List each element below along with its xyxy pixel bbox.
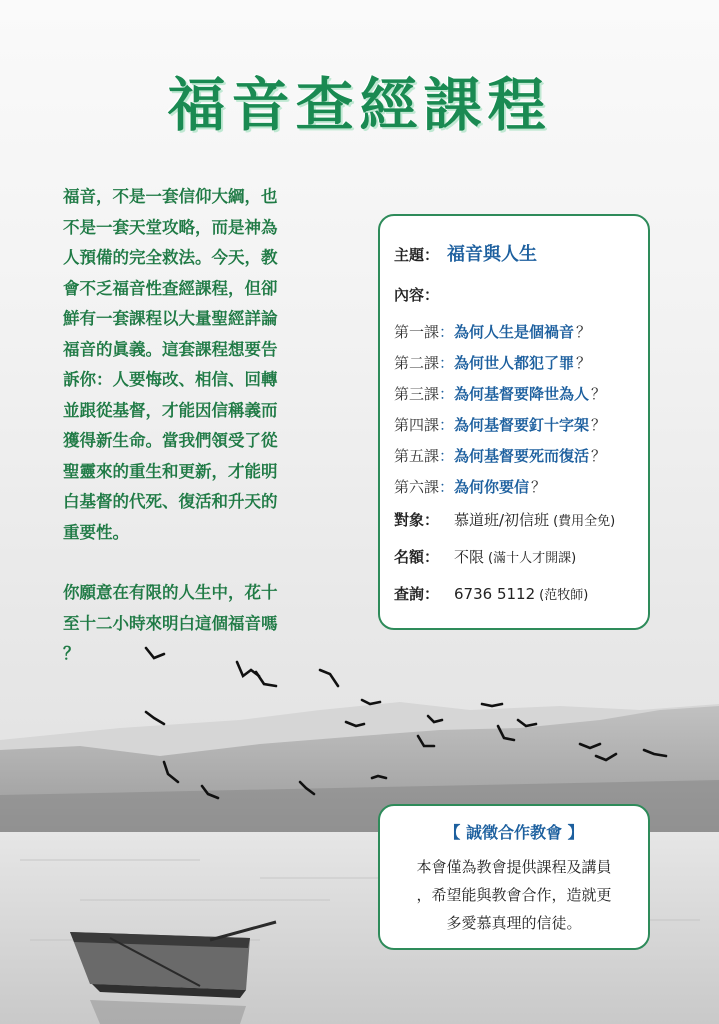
lesson-question-mark: ？ <box>591 385 607 403</box>
audience-row <box>394 509 634 544</box>
lesson-question-mark: ？ <box>576 323 592 341</box>
enquiry-label: 查詢： <box>394 585 440 603</box>
intro-line: 重要性。 <box>63 522 129 542</box>
intro-line: 至十二小時來明白這個福音嗎 <box>63 613 278 633</box>
topic-label: 主題： <box>394 246 440 264</box>
topic-value: 福音與人生 <box>447 244 538 265</box>
lesson-number: 第一課 <box>394 323 440 341</box>
lesson-colon: ： <box>439 385 455 403</box>
lesson-item <box>394 383 634 414</box>
lesson-colon: ： <box>439 323 455 341</box>
quota-value: 不限 <box>454 548 485 566</box>
lesson-number: 第二課 <box>394 354 440 372</box>
audience-note: (費用全免) <box>553 514 616 529</box>
lesson-colon: ： <box>439 354 455 372</box>
course-info-card <box>378 214 650 630</box>
intro-line: 你願意在有限的人生中，花十 <box>63 583 278 602</box>
lesson-title: 為何基督要釘十字架 <box>454 416 590 434</box>
lesson-title: 為何基督要降世為人 <box>454 385 590 403</box>
intro-line: 會不乏福音性查經課程，但卻 <box>63 278 278 298</box>
lesson-title: 為何世人都犯了罪 <box>454 354 575 372</box>
intro-line: 福音，不是一套信仰大綱，也 <box>63 187 278 206</box>
intro-line: 人預備的完全救法。今天，教 <box>63 248 278 267</box>
lesson-question-mark: ？ <box>576 354 592 372</box>
quota-label: 名額： <box>394 548 440 566</box>
lesson-colon: ： <box>439 478 455 496</box>
intro-line: 不是一套天堂攻略，而是神為 <box>63 217 278 237</box>
enquiry-phone: 6736 5112 <box>454 585 536 603</box>
topic-row <box>394 240 634 266</box>
lesson-title: 為何人生是個禍音 <box>454 323 575 341</box>
intro-line: 聖靈來的重生和更新，才能明 <box>63 461 278 481</box>
partner-line: 多愛慕真理的信徒。 <box>446 914 582 932</box>
lesson-item <box>394 476 634 507</box>
intro-text <box>63 182 303 700</box>
lesson-item <box>394 414 634 445</box>
intro-line: 福音的眞義。這套課程想要告 <box>63 339 278 359</box>
lesson-number: 第五課 <box>394 447 440 465</box>
intro-paragraph-2 <box>63 578 303 670</box>
lesson-colon: ： <box>439 416 455 434</box>
lesson-title: 為何你要信 <box>454 478 530 496</box>
audience-label: 對象： <box>394 511 440 529</box>
lesson-question-mark: ？ <box>531 478 547 496</box>
lesson-item <box>394 445 634 476</box>
partner-church-card <box>378 804 650 950</box>
lesson-item <box>394 321 634 352</box>
audience-value: 慕道班/初信班 <box>454 511 550 529</box>
partner-heading: 【 誠徵合作教會 】 <box>444 823 584 842</box>
content-label: 內容： <box>394 286 440 304</box>
quota-note: (滿十人才開課) <box>488 551 577 566</box>
lesson-number: 第三課 <box>394 385 440 403</box>
lesson-colon: ： <box>439 447 455 465</box>
intro-line: 並跟從基督，才能因信稱義而 <box>63 400 278 420</box>
partner-line: 本會僅為教會提供課程及講員 <box>416 858 612 876</box>
enquiry-note: (范牧師) <box>539 588 589 603</box>
quota-row <box>394 546 634 581</box>
intro-line: 鮮有一套課程以大量聖經詳論 <box>63 309 278 328</box>
lesson-number: 第四課 <box>394 416 440 434</box>
partner-body <box>380 853 648 937</box>
lesson-number: 第六課 <box>394 478 440 496</box>
lesson-question-mark: ？ <box>591 447 607 465</box>
page-title: 福音查經課程 <box>167 71 552 139</box>
intro-line: 白基督的代死、復活和升天的 <box>63 492 278 511</box>
partner-line: ，希望能與教會合作，造就更 <box>416 886 612 904</box>
lesson-question-mark: ？ <box>591 416 607 434</box>
intro-line: 訴你：人要悔改、相信、回轉 <box>63 370 278 389</box>
lesson-title: 為何基督要死而復活 <box>454 447 590 465</box>
intro-paragraph-1 <box>63 182 303 548</box>
intro-line: 獲得新生命。當我們領受了從 <box>63 431 278 450</box>
lesson-item <box>394 352 634 383</box>
intro-line: ？ <box>63 644 80 663</box>
enquiry-row <box>394 583 634 618</box>
